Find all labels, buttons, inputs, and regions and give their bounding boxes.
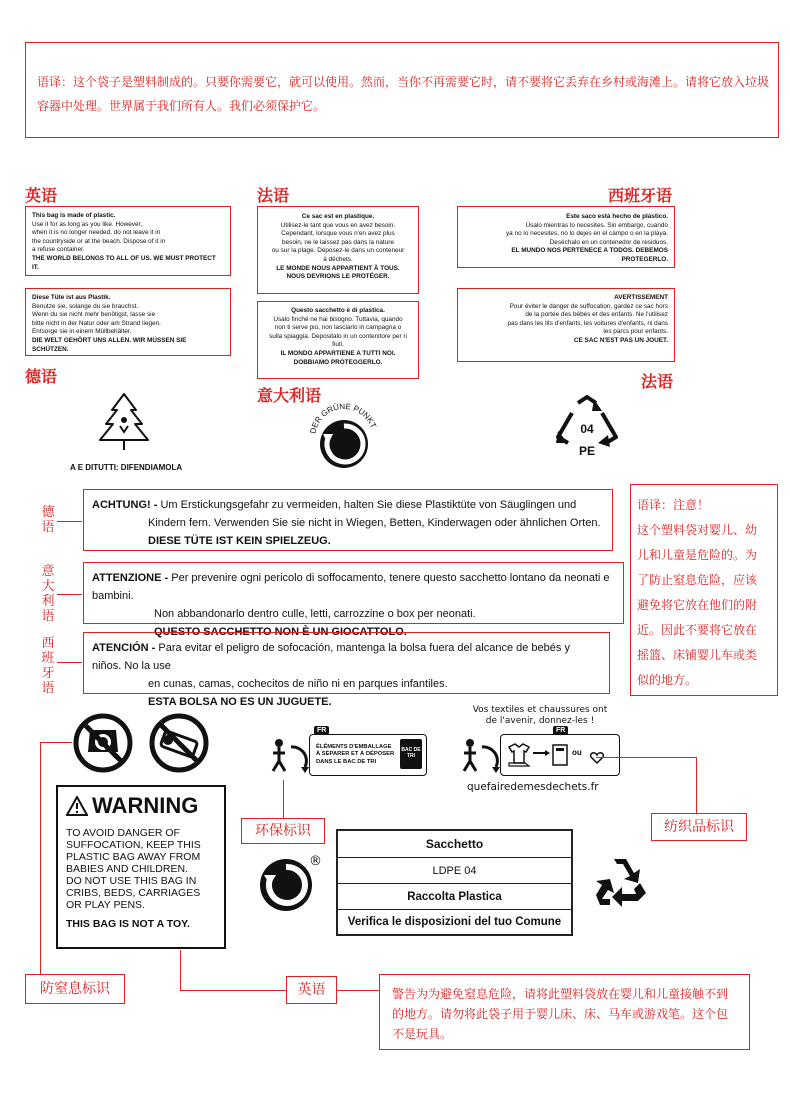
no-baby-bag-icon — [148, 712, 210, 774]
german-warning-box — [83, 489, 613, 551]
it-line: sulla spiaggia. Depositalo in un contenitore per ri — [269, 332, 407, 340]
vertical-label-italian: 意大利语 — [41, 564, 55, 624]
english-text-box — [25, 206, 231, 276]
italian-warning-box — [83, 562, 624, 638]
textile-label-box — [651, 813, 747, 841]
fr-line: besoin, ne le laissez pas dans la nature — [282, 238, 394, 246]
it-line: Usalo finché ne hai bisogno. Tuttavia, quando — [273, 315, 403, 323]
it-line: IL MONDO APPARTIENE A TUTTI NOI. — [280, 349, 396, 357]
label-french: 法语 — [257, 186, 290, 205]
avert-line: les parcs pour enfants. — [603, 328, 668, 336]
avert-line: pas dans les lits d'enfants, les voitures d'enfants, ni dans — [507, 319, 668, 327]
caution-line: 近。因此不要将它放在 — [637, 623, 758, 637]
avertissement-text-box — [457, 288, 675, 362]
fr-line: LE MONDE NOUS APPARTIENT À TOUS. — [276, 264, 400, 272]
de-line: DIE WELT GEHÖRT UNS ALLEN. WIR MÜSSEN SIE SCHÜTZEN. — [32, 336, 187, 353]
es-line: Úsalo mientras lo necesites. Sin embargo, cuando — [525, 221, 668, 229]
french-text-box — [257, 206, 419, 294]
warning-title: ACHTUNG! - — [92, 499, 158, 511]
triman-line: DANS LE BAC DE TRI — [316, 758, 377, 765]
english-bottom-label-box — [286, 976, 337, 1004]
warning-line — [92, 569, 615, 605]
warning-block-line: OR PLAY PENS. — [66, 899, 145, 911]
caution-line: 了防止窒息危险，应该 — [637, 573, 758, 587]
it-line: DOBBIAMO PROTEGGERLO. — [293, 358, 383, 366]
vertical-label-spanish: 西班牙语 — [41, 636, 55, 696]
connector — [283, 780, 284, 818]
avert-line: CE SAC N'EST PAS UN JOUET. — [573, 336, 668, 344]
warning-block-last-line: THIS BAG IS NOT A TOY. — [66, 918, 190, 930]
warning-block-line: PLASTIC BAG AWAY FROM — [66, 851, 201, 863]
textile-heading — [450, 705, 630, 727]
warning-triangle-icon — [66, 796, 88, 816]
connector — [40, 742, 41, 974]
tidyman-tree-icon — [96, 392, 152, 454]
it-line: non ti serve più, non lasciarlo in campagna o — [274, 324, 402, 332]
warning-text: QUESTO SACCHETTO NON È UN GIOCATTOLO. — [154, 626, 407, 638]
fr-line: Ce sac est en plastique. — [301, 213, 375, 220]
de-line: bitte nicht in der Natur oder am Strand liegen. — [32, 319, 161, 327]
registered-mark: ® — [309, 854, 322, 869]
fr-line: à déchets. — [323, 255, 353, 263]
warning-title: ATTENZIONE - — [92, 572, 169, 584]
connector — [57, 521, 82, 522]
triman-sign-box — [309, 727, 427, 776]
recycle-triangle-icon — [550, 395, 624, 457]
bottom-translation-text: 警告为为避免窒息危险，请将此塑料袋放在婴儿和儿童接触不到的地方。请勿将此袋子用于婴儿床、床、马车或游戏笔。这个包不是玩具。 — [392, 987, 729, 1041]
it-line: Questo sacchetto è di plastica. — [291, 307, 385, 314]
warning-block-line: SUFFOCATION, KEEP THIS — [66, 839, 201, 851]
green-dot-icon — [303, 398, 385, 474]
fr-tag: FR — [553, 726, 568, 735]
label-english: 英语 — [25, 186, 58, 205]
clothes-icons — [505, 741, 615, 769]
connector — [596, 757, 696, 758]
caution-line: 儿和儿童是危险的。为 — [637, 548, 758, 562]
label-german: 德语 — [25, 367, 58, 386]
ou-text: ou — [572, 748, 582, 757]
connector — [57, 594, 82, 595]
warning-text: Kindern fern. Verwenden Sie sie nicht in Wiegen, Betten, Kinderwagen oder ähnlichen Orten. — [148, 517, 601, 529]
de-line: Diese Tüte ist aus Plastik. — [32, 294, 111, 301]
triman-icon — [267, 737, 311, 777]
triman-text — [316, 744, 394, 766]
connector — [337, 990, 379, 991]
en-line: the countryside or at the beach. Dispose of it in — [32, 237, 166, 245]
warning-block-line: TO AVOID DANGER OF — [66, 827, 180, 839]
es-line: Deséchalo en un contenedor de residuos. — [549, 238, 668, 246]
en-line: THE WORLD BELONGS TO ALL OF US. WE MUST PROTECT IT. — [32, 254, 216, 271]
en-line: when it is no longer needed, do not leave it in — [32, 229, 161, 237]
warning-text: Per prevenire ogni pericolo di soffocamento, tenere questo sacchetto lontano da neonati e bambini. — [92, 572, 610, 602]
es-line: Este saco está hecho de plástico. — [566, 213, 668, 220]
fr-line: Cependant, lorsque vous n'en avez plus — [281, 230, 395, 238]
env-label: 环保标识 — [255, 823, 311, 839]
es-line: ya no lo necesites, no lo dejes en el campo o en la playa. — [505, 230, 668, 238]
warning-heading — [66, 793, 216, 819]
connector — [57, 662, 82, 663]
warning-line — [92, 639, 601, 675]
italian-text-box — [257, 301, 419, 379]
warning-text: ESTA BOLSA NO ES UN JUGUETE. — [148, 696, 332, 708]
es-line: EL MUNDO NOS PERTENECE A TODOS. DEBEMOS PROTEGERLO. — [511, 247, 668, 263]
connector — [180, 990, 286, 991]
textile-sign-box — [500, 727, 620, 776]
recycle-number: 04 — [580, 422, 594, 436]
tree-caption: A E DITUTTI: DIFENDIAMOLA — [70, 463, 183, 472]
caution-line: 语译：注意！ — [637, 498, 710, 512]
caution-line: 避免将它放在他们的附 — [637, 598, 758, 612]
fr-line: NOUS DEVRIONS LE PROTÉGER. — [286, 273, 390, 281]
fr-tag: FR — [314, 726, 329, 735]
en-line: This bag is made of plastic. — [32, 212, 116, 219]
table-row: LDPE 04 — [338, 858, 571, 884]
anti-suffocation-label: 防窒息标识 — [40, 981, 110, 997]
avert-line: de la portée des bébés et des enfants. Ne l'utilisez — [525, 311, 668, 319]
label-french-2: 法语 — [641, 372, 674, 391]
warning-text: Non abbandonarlo dentro culle, letti, carrozzine o box per neonati. — [154, 608, 476, 620]
green-dot-text: DER GRÜNE PUNKT — [308, 401, 378, 435]
bin-label: BAC DE TRI — [401, 747, 421, 759]
website-url: quefairedemesdechets.fr — [467, 781, 599, 793]
triman-line: ÉLÉMENTS D'EMBALLAGE — [316, 744, 392, 750]
triman-line: À SÉPARER ET À DÉPOSER — [316, 751, 395, 758]
warning-title: ATENCIÓN - — [92, 642, 156, 654]
table-row: Verifica le disposizioni del tuo Comune — [347, 916, 562, 928]
recycle-code: PE — [578, 444, 596, 457]
avert-line: Pour éviter le danger de suffocation, gardez ce sac hors — [509, 302, 668, 310]
spanish-text-box — [457, 206, 675, 268]
anti-suffocation-label-box — [25, 974, 125, 1004]
de-line: Benutze sie, solange du sie brauchst. — [32, 302, 139, 310]
textile-label: 纺织品标识 — [664, 819, 734, 835]
de-line: Wenn du sie nicht mehr benötigst, lasse sie — [32, 311, 156, 319]
label-spanish: 西班牙语 — [608, 186, 673, 205]
warning-text: en cunas, camas, cochecitos de niño ni en parques infantiles. — [148, 678, 448, 690]
warning-text: Um Erstickungsgefahr zu vermeiden, halten Sie diese Plastiktüte von Säuglingen und — [157, 499, 577, 511]
connector — [180, 950, 181, 990]
top-translation-box — [25, 42, 779, 138]
recycle-arrows-icon — [592, 855, 648, 909]
warning-block-line: BABIES AND CHILDREN. — [66, 863, 188, 875]
top-translation-text: 语译：这个袋子是塑料制成的。只要你需要它，就可以使用。然而，当你不再需要它时，请不要将它丢弃在乡村或海滩上。请将它放入垃圾容器中处理。世界属于我们所有人。我们必须保护它。 — [37, 75, 770, 113]
german-text-box — [25, 288, 231, 356]
textile-line: de l'avenir, donnez-les ! — [485, 716, 595, 726]
it-line: fiuti. — [332, 341, 344, 349]
de-line: Entsorge sie in einem Müllbehälter. — [32, 328, 132, 336]
caution-line: 似的地方。 — [637, 673, 698, 687]
env-label-box — [241, 818, 325, 844]
bottom-translation-box — [379, 974, 750, 1050]
italy-recycling-table — [336, 829, 573, 936]
warning-title-text: WARNING — [92, 793, 199, 818]
spanish-warning-box — [83, 632, 610, 708]
fr-line: ou sur la plage. Déposez-le dans un conteneur — [271, 247, 405, 255]
connector — [696, 757, 697, 813]
en-line: Use it for as long as you like. However, — [32, 220, 143, 228]
no-baby-head-icon — [72, 712, 134, 774]
warning-block — [56, 785, 226, 949]
vertical-label-german: 德语 — [41, 505, 55, 535]
english-bottom-label: 英语 — [297, 982, 326, 998]
connector — [40, 742, 72, 743]
fr-line: Utilisez-le tant que vous en avez besoin. — [280, 221, 396, 229]
avert-line: AVERTISSEMENT — [614, 294, 668, 301]
label-italian: 意大利语 — [257, 386, 322, 405]
warning-block-line: CRIBS, BEDS, CARRIAGES — [66, 887, 201, 899]
triman-textile-icon — [458, 737, 502, 777]
table-row: Sacchetto — [338, 831, 571, 858]
warning-block-line: DO NOT USE THIS BAG IN — [66, 875, 197, 887]
caution-translation-box — [630, 484, 778, 696]
caution-line: 这个塑料袋对婴儿、幼 — [637, 523, 758, 537]
warning-text: Para evitar el peligro de sofocación, mantenga la bolsa fuera del alcance de bebés y niños. No la use — [92, 642, 570, 672]
table-row: Raccolta Plastica — [338, 884, 571, 910]
warning-line — [92, 496, 604, 514]
warning-text: DIESE TÜTE IST KEIN SPIELZEUG. — [148, 535, 331, 547]
en-line: a refuse container. — [32, 246, 85, 254]
textile-line: Vos textiles et chaussures ont — [472, 705, 608, 715]
caution-line: 摇篮、床铺婴儿车或类 — [637, 648, 758, 662]
green-dot-icon — [258, 857, 314, 913]
